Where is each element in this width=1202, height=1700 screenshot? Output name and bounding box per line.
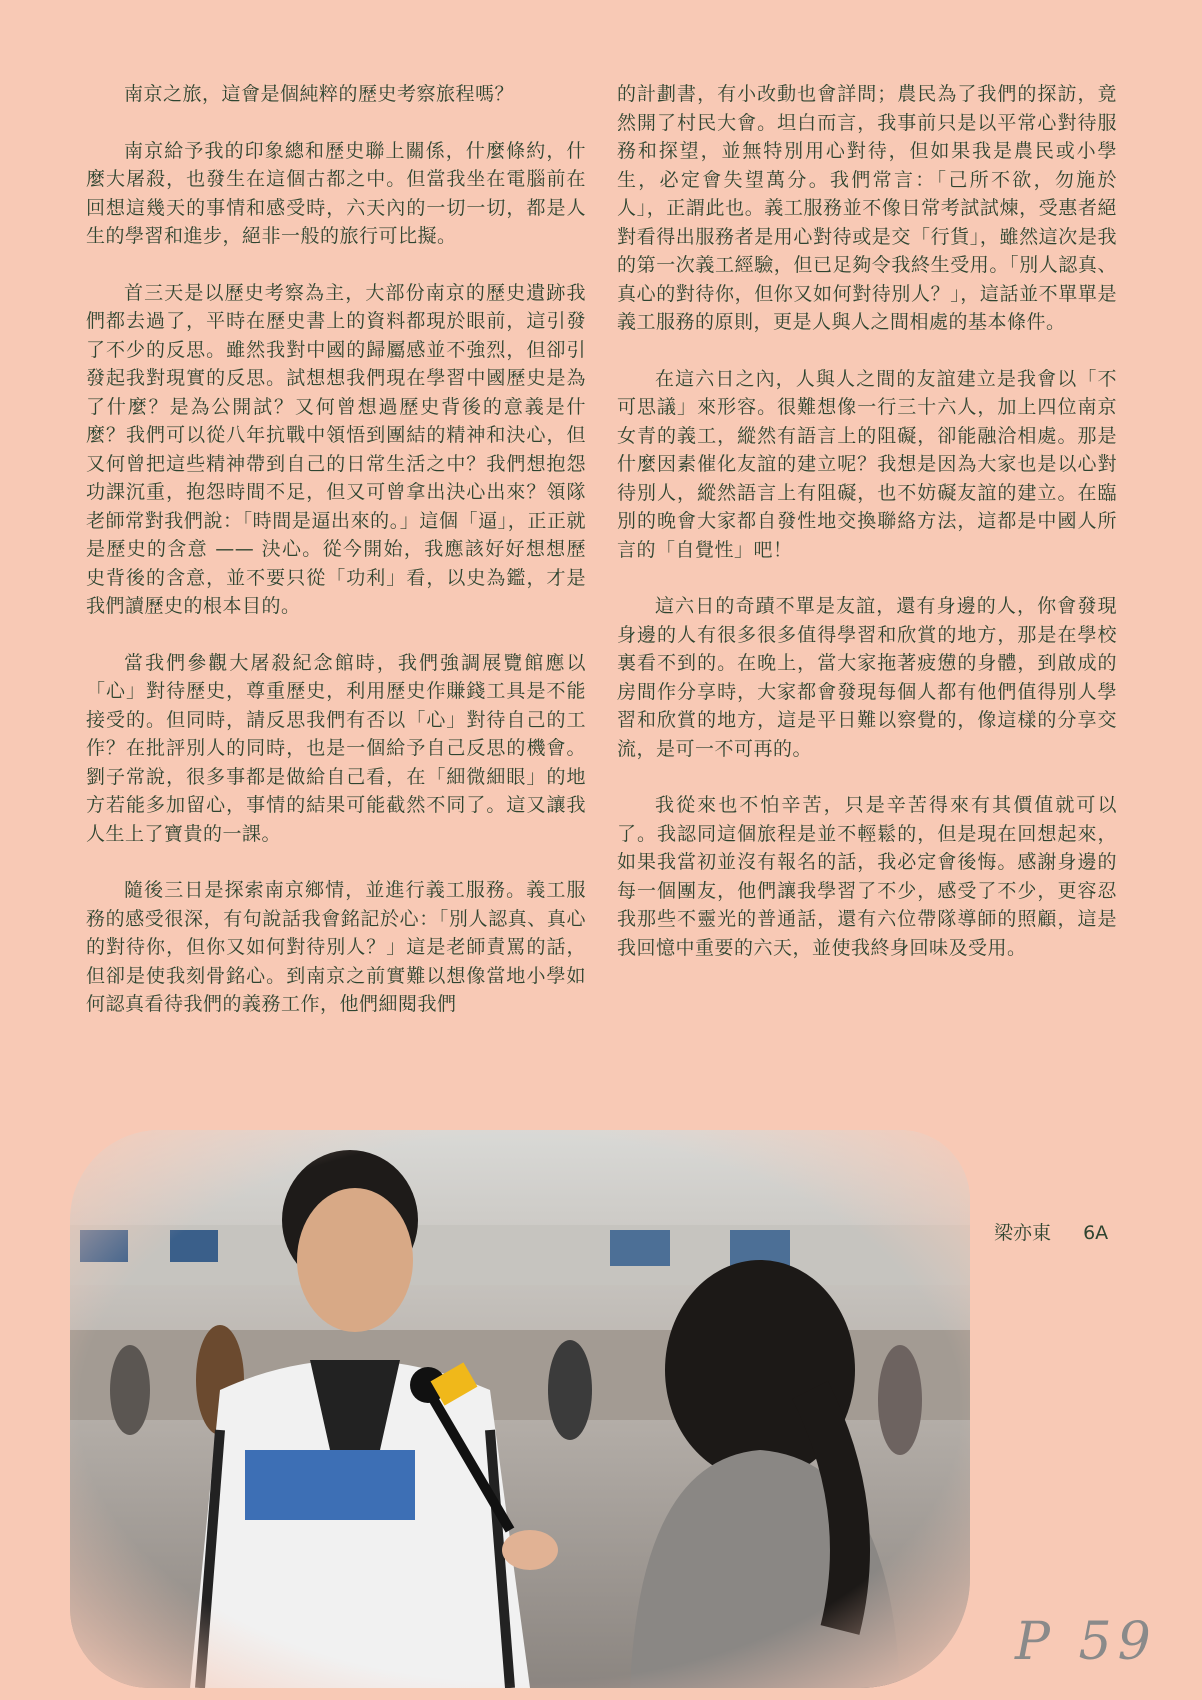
page-number: P 59 bbox=[1015, 1612, 1157, 1672]
paragraph: 當我們參觀大屠殺紀念館時，我們強調展覽館應以「心」對待歷史，尊重歷史，利用歷史作賺錢工具是不能接受的。但同時，請反思我們有否以「心」對待自己的工作？在批評別人的同時，也是一個給予自己反思的機會。劉子常說，很多事都是做給自己看，在「細微細眼」的地方若能多加留心，事情的結果可能截然不同了。這又讓我人生上了寶貴的一課。 bbox=[86, 651, 586, 845]
interview-photo bbox=[70, 1130, 970, 1688]
author-byline bbox=[994, 1218, 1108, 1245]
author-class: 6A bbox=[1083, 1222, 1109, 1244]
paragraph: 我從來也不怕辛苦，只是辛苦得來有其價值就可以了。我認同這個旅程是並不輕鬆的，但是現在回想起來，如果我當初並沒有報名的話，我必定會後悔。感謝身邊的每一個團友，他們讓我學習了不少，感受了不少，更容忍我那些不靈光的普通話，還有六位帶隊導師的照顧，這是我回憶中重要的六天，並使我終身回味及受用。 bbox=[617, 794, 1117, 959]
paragraph: 這六日的奇蹟不單是友誼，還有身邊的人，你會發現身邊的人有很多很多值得學習和欣賞的地方，那是在學校裏看不到的。在晚上，當大家拖著疲憊的身體，到啟成的房間作分享時，大家都會發現每個人都有他們值得別人學習和欣賞的地方，這是平日難以察覺的，像這樣的分享交流，是可一不可再的。 bbox=[617, 595, 1117, 760]
paragraph-continued: 的計劃書，有小改動也會詳問；農民為了我們的探訪，竟然開了村民大會。坦白而言，我事前只是以平常心對待服務和探望，並無特別用心對待，但如果我是農民或小學生，必定會失望萬分。我們常言：「己所不欲，勿施於人」，正謂此也。義工服務並不像日常考試試煉，受惠者絕對看得出服務者是用心對待或是交「行貨」，雖然這次是我的第一次義工經驗，但已足夠令我終生受用。「別人認真、真心的對待你，但你又如何對待別人？」，這話並不單單是義工服務的原則，更是人與人之間相處的基本條件。 bbox=[617, 83, 1117, 333]
paragraph: 南京給予我的印象總和歷史聯上關係，什麼條約，什麼大屠殺，也發生在這個古都之中。但當我坐在電腦前在回想這幾天的事情和感受時，六天內的一切一切，都是人生的學習和進步，絕非一般的旅行可比擬。 bbox=[86, 139, 586, 247]
author-name: 梁亦東 bbox=[994, 1222, 1052, 1244]
paragraph: 首三天是以歷史考察為主，大部份南京的歷史遺跡我們都去過了，平時在歷史書上的資料都現於眼前，這引發了不少的反思。雖然我對中國的歸屬感並不強烈，但卻引發起我對現實的反思。試想想我們現在學習中國歷史是為了什麼？是為公開試？又何曾想過歷史背後的意義是什麼？我們可以從八年抗戰中領悟到團結的精神和決心，但又何曾把這些精神帶到自己的日常生活之中？我們想抱怨功課沉重，抱怨時間不足，但又可曾拿出決心出來？領隊老師常對我們說：「時間是逼出來的。」這個「逼」，正正就是歷史的含意 —— 決心。從今開始，我應該好好想想歷史背後的含意，並不要只從「功利」看，以史為鑑，才是我們讀歷史的根本目的。 bbox=[86, 281, 586, 617]
paragraph: 隨後三日是探索南京鄉情，並進行義工服務。義工服務的感受很深，有句說話我會銘記於心：「別人認真、真心的對待你，但你又如何對待別人？」這是老師責罵的話，但卻是使我刻骨銘心。到南京之前實難以想像當地小學如何認真看待我們的義務工作，他們細閱我們 bbox=[86, 879, 586, 1015]
article-column-left bbox=[86, 80, 586, 1047]
paragraph: 在這六日之內，人與人之間的友誼建立是我會以「不可思議」來形容。很難想像一行三十六人，加上四位南京女青的義工，縱然有語言上的阻礙，卻能融洽相處。那是什麼因素催化友誼的建立呢？我想是因為大家也是以心對待別人，縱然語言上有阻礙，也不妨礙友誼的建立。在臨別的晚會大家都自發性地交換聯絡方法，這都是中國人所言的「自覺性」吧！ bbox=[617, 367, 1117, 561]
article-column-right bbox=[617, 80, 1117, 990]
paragraph: 南京之旅，這會是個純粹的歷史考察旅程嗎？ bbox=[124, 83, 515, 105]
